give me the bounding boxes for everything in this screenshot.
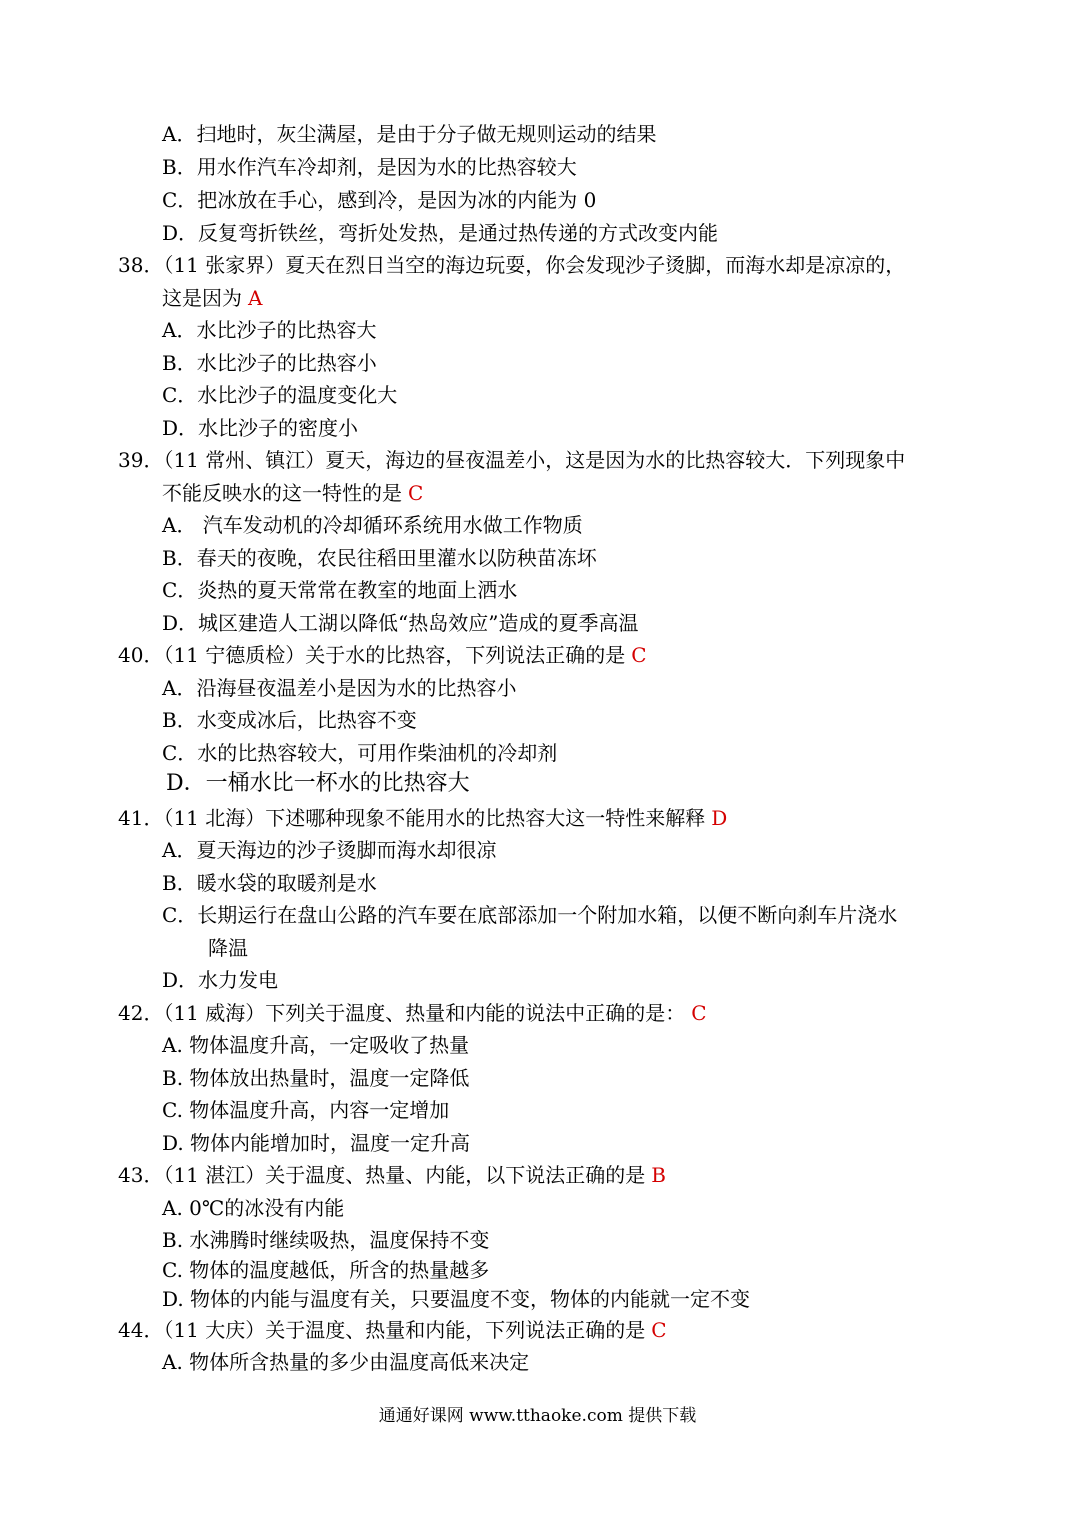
q44-answer: C [651,1318,667,1342]
q41-stem [118,805,727,831]
q40-option-c: C．水的比热容较大，可用作柴油机的冷却剂 [162,741,558,765]
q41-option-c: C．长期运行在盘山公路的汽车要在底部添加一个附加水箱，以便不断向刹车片浇水 [162,903,898,927]
q42-option-c: C. 物体温度升高，内容一定增加 [162,1098,450,1122]
q38-option-a: A．水比沙子的比热容大 [162,318,377,342]
q40-option-b: B．水变成冰后，比热容不变 [162,708,417,732]
q42-stem [118,1000,707,1026]
q40-answer: C [631,643,647,667]
q44-stem [118,1317,667,1343]
page-footer: 通通好课网 www.tthaoke.com 提供下载 [378,1406,697,1426]
q41-answer: D [711,806,728,830]
q37-option-a: A．扫地时，灰尘满屋，是由于分子做无规则运动的结果 [162,122,657,146]
q38-stem-line1: 38．（11 张家界）夏天在烈日当空的海边玩耍，你会发现沙子烫脚，而海水却是凉凉的， [118,253,906,277]
q44-stem-text: 44．（11 大庆）关于温度、热量和内能，下列说法正确的是 [118,1318,646,1342]
q37-option-d: D．反复弯折铁丝，弯折处发热，是通过热传递的方式改变内能 [162,221,719,245]
q42-option-b: B. 物体放出热量时，温度一定降低 [162,1066,470,1090]
q42-stem-text: 42．（11 威海）下列关于温度、热量和内能的说法中正确的是： [118,1001,686,1025]
q44-option-a: A. 物体所含热量的多少由温度高低来决定 [162,1350,530,1374]
q41-option-c-continued: 降温 [208,936,248,960]
q40-stem-text: 40．（11 宁德质检）关于水的比热容，下列说法正确的是 [118,643,626,667]
q41-option-d: D．水力发电 [162,968,279,992]
q41-option-b: B．暖水袋的取暖剂是水 [162,871,377,895]
q39-stem-text: 不能反映水的这一特性的是 [162,481,402,505]
q38-option-b: B．水比沙子的比热容小 [162,351,377,375]
q38-option-d: D．水比沙子的密度小 [162,416,359,440]
q39-answer: C [408,481,424,505]
q40-option-d: D．一桶水比一杯水的比热容大 [166,771,470,796]
q42-option-d: D. 物体内能增加时，温度一定升高 [162,1131,471,1155]
q38-answer: A [248,286,263,310]
q41-option-a: A．夏天海边的沙子烫脚而海水却很凉 [162,838,497,862]
q43-option-d: D. 物体的内能与温度有关，只要温度不变，物体的内能就一定不变 [162,1287,751,1311]
q41-stem-text: 41．（11 北海）下述哪种现象不能用水的比热容大这一特性来解释 [118,806,706,830]
q43-stem [118,1162,666,1188]
q38-stem-text: 这是因为 [162,286,242,310]
q40-stem [118,642,647,668]
q37-option-c: C．把冰放在手心，感到冷，是因为冰的内能为 0 [162,188,597,212]
q38-option-c: C．水比沙子的温度变化大 [162,383,398,407]
q39-stem-line1: 39．（11 常州、镇江）夏天，海边的昼夜温差小，这是因为水的比热容较大．下列现象中 [118,448,906,472]
q43-option-a: A. 0℃的冰没有内能 [162,1196,345,1220]
q39-option-b: B．春天的夜晚，农民往稻田里灌水以防秧苗冻坏 [162,546,597,570]
q42-answer: C [691,1001,707,1025]
q42-option-a: A. 物体温度升高，一定吸收了热量 [162,1033,470,1057]
q43-stem-text: 43．（11 湛江）关于温度、热量、内能，以下说法正确的是 [118,1163,646,1187]
q43-answer: B [651,1163,666,1187]
q39-stem-line2 [162,480,423,506]
q43-option-c: C. 物体的温度越低，所含的热量越多 [162,1258,490,1282]
q43-option-b: B. 水沸腾时继续吸热，温度保持不变 [162,1228,490,1252]
q39-option-a: A． 汽车发动机的冷却循环系统用水做工作物质 [162,513,583,537]
q37-option-b: B．用水作汽车冷却剂，是因为水的比热容较大 [162,155,577,179]
q39-option-d: D．城区建造人工湖以降低“热岛效应”造成的夏季高温 [162,611,639,635]
q40-option-a: A．沿海昼夜温差小是因为水的比热容小 [162,676,517,700]
q39-option-c: C．炎热的夏天常常在教室的地面上洒水 [162,578,518,602]
q38-stem-line2 [162,285,262,311]
